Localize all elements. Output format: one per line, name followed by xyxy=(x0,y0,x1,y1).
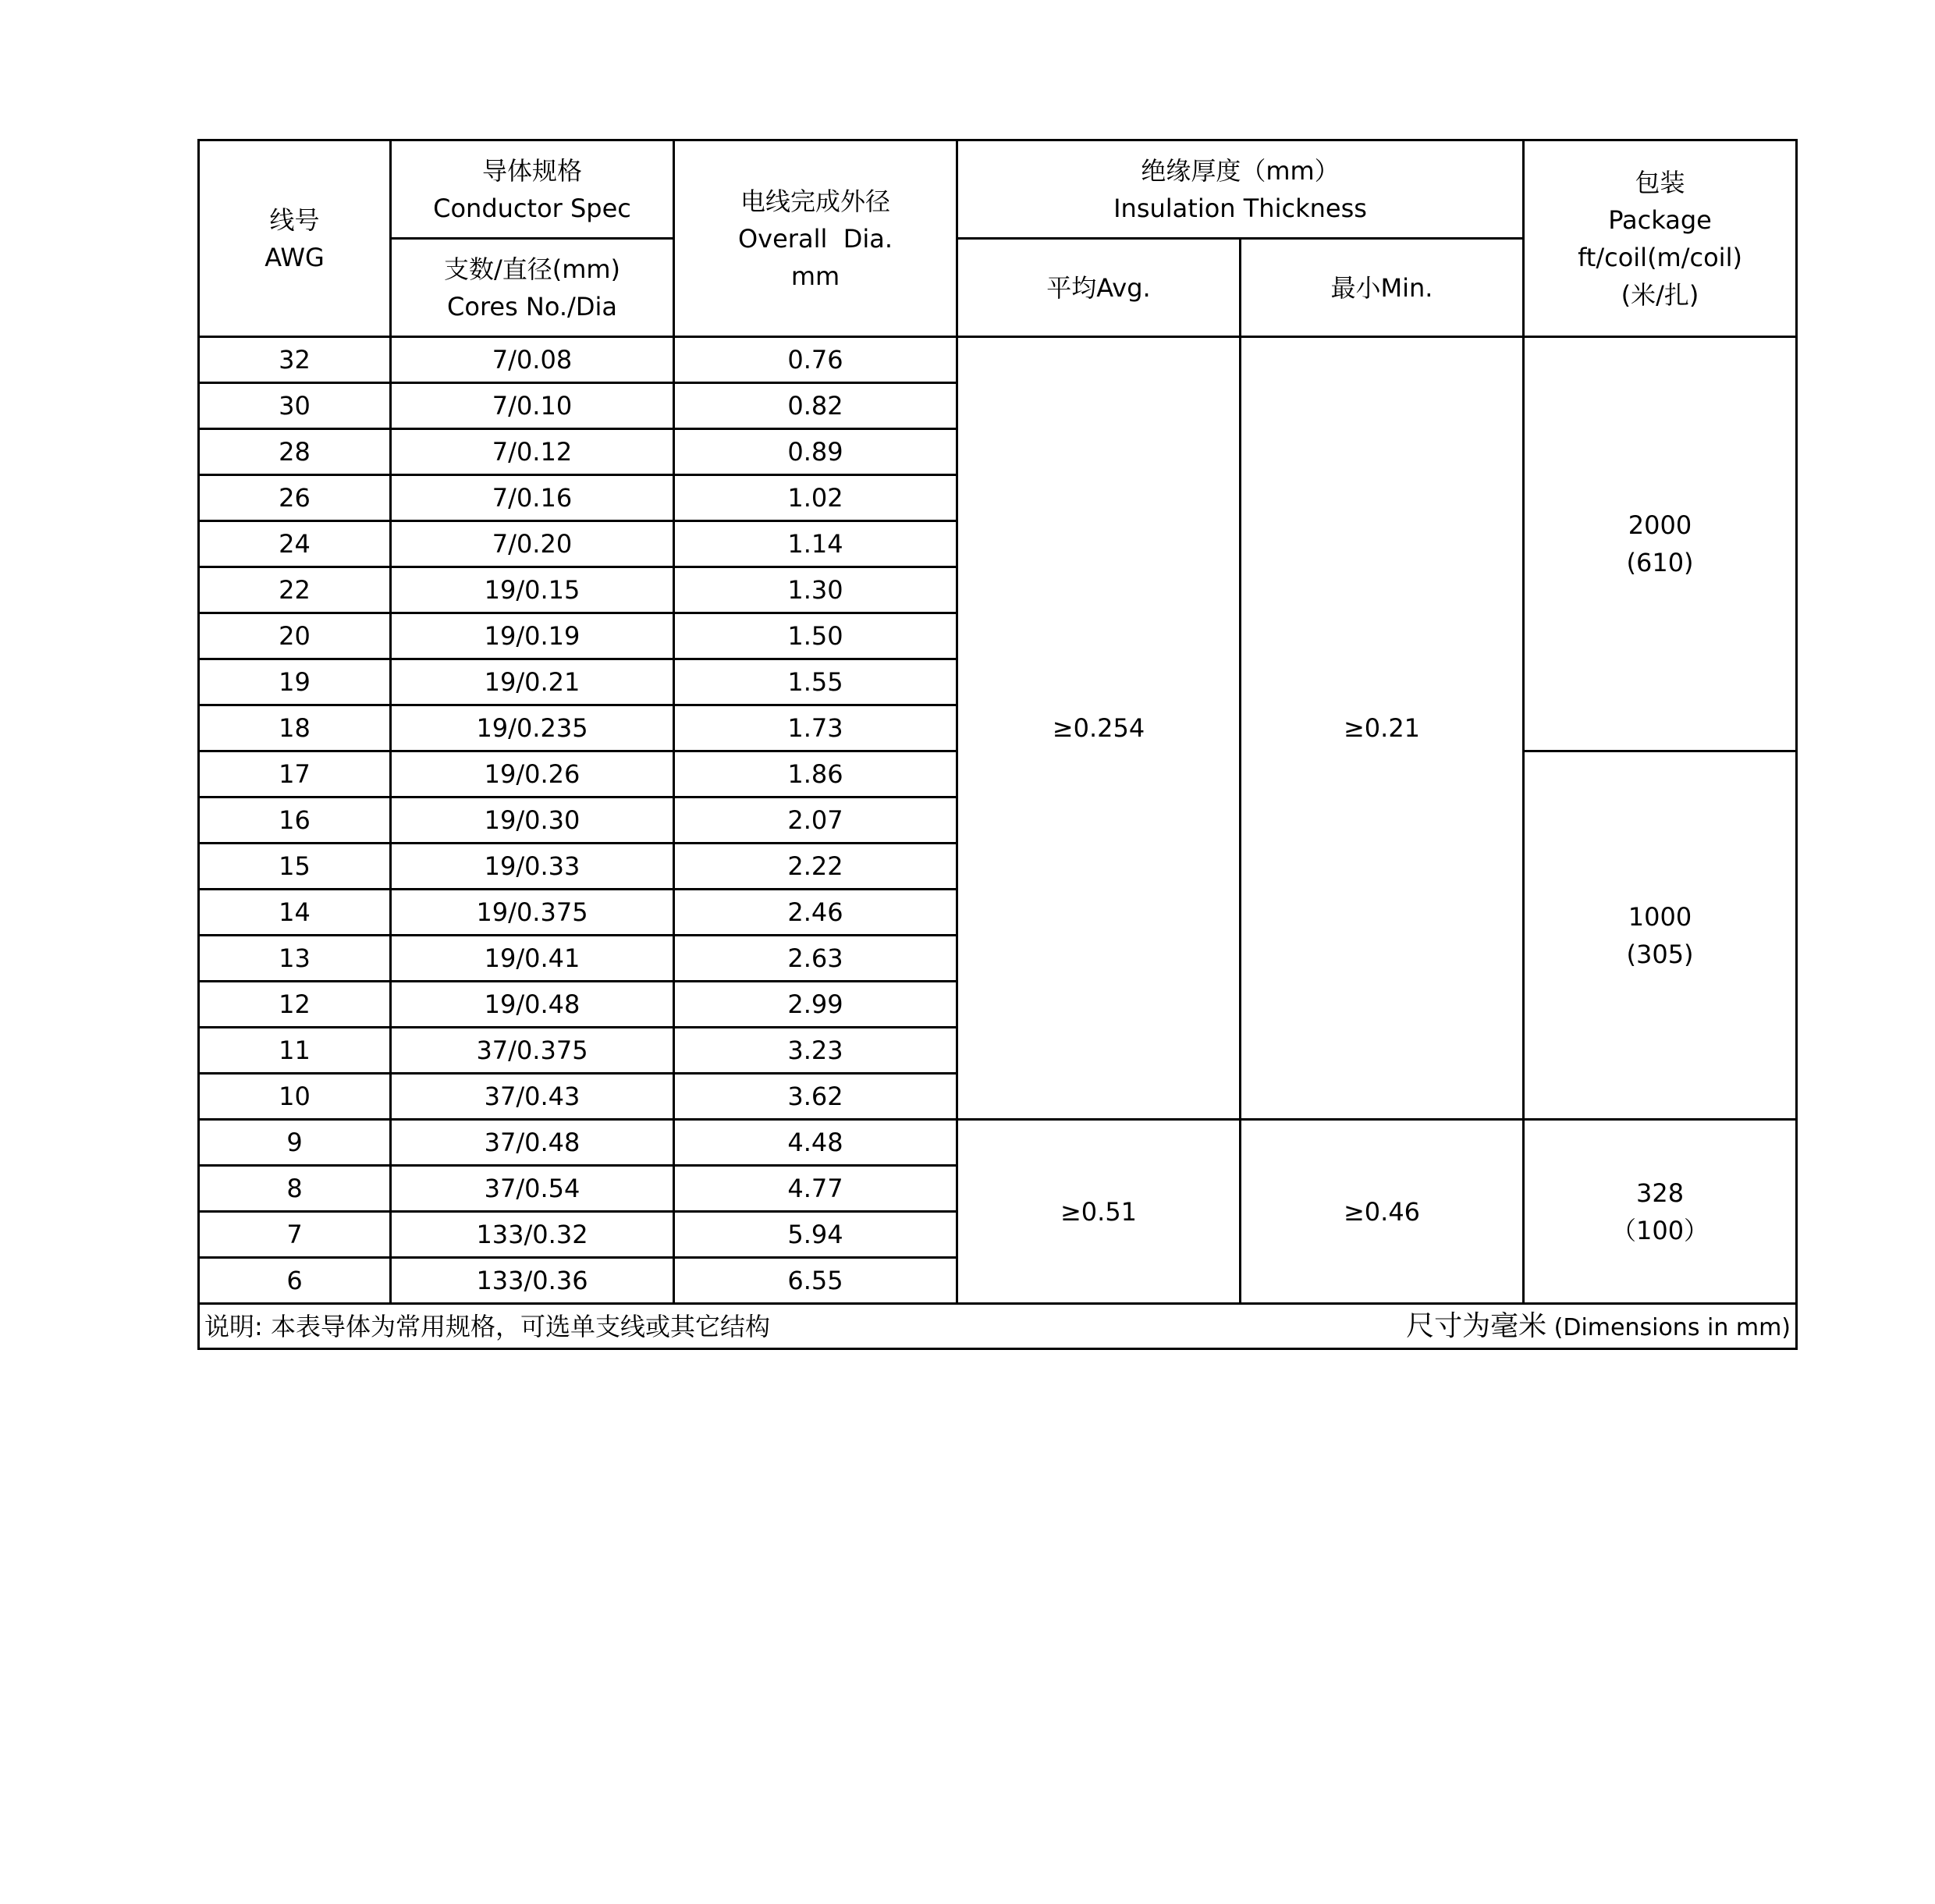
header-insulation xyxy=(957,140,1524,239)
package-m: (305) xyxy=(1626,939,1694,969)
cell-overall-dia: 1.86 xyxy=(674,751,957,797)
cell-overall-dia: 1.55 xyxy=(674,659,957,705)
cell-package xyxy=(1524,751,1797,1120)
package-ft: 1000 xyxy=(1628,901,1692,932)
cell-cores: 19/0.15 xyxy=(391,567,674,613)
header-conductor-cn: 导体规格 xyxy=(481,155,582,186)
cell-awg: 6 xyxy=(199,1258,391,1304)
package-m: (610) xyxy=(1626,548,1694,577)
header-package-cn-unit: (米/扎) xyxy=(1621,279,1699,310)
header-awg-en: AWG xyxy=(265,242,325,272)
cell-cores: 133/0.32 xyxy=(391,1212,674,1258)
cell-insulation-avg: ≥0.51 xyxy=(957,1120,1241,1304)
note-row xyxy=(199,1304,1797,1349)
cell-awg: 9 xyxy=(199,1120,391,1166)
cell-cores: 19/0.235 xyxy=(391,705,674,751)
header-overall-cn: 电线完成外径 xyxy=(740,186,890,216)
cell-awg: 28 xyxy=(199,429,391,475)
cell-cores: 7/0.12 xyxy=(391,429,674,475)
cell-awg: 11 xyxy=(199,1028,391,1074)
package-ft: 2000 xyxy=(1628,510,1692,540)
cell-overall-dia: 1.02 xyxy=(674,475,957,521)
cell-cores: 37/0.54 xyxy=(391,1166,674,1212)
cell-package xyxy=(1524,337,1797,751)
cell-overall-dia: 2.63 xyxy=(674,936,957,982)
header-conductor xyxy=(391,140,674,239)
cell-overall-dia: 1.50 xyxy=(674,613,957,659)
cell-overall-dia: 4.48 xyxy=(674,1120,957,1166)
cell-insulation-min: ≥0.46 xyxy=(1241,1120,1524,1304)
cell-awg: 16 xyxy=(199,797,391,844)
cell-overall-dia: 2.46 xyxy=(674,890,957,936)
cell-cores: 37/0.43 xyxy=(391,1074,674,1120)
cell-overall-dia: 0.82 xyxy=(674,383,957,429)
cell-package xyxy=(1524,1120,1797,1304)
cell-cores: 19/0.375 xyxy=(391,890,674,936)
header-package-cn: 包装 xyxy=(1635,167,1685,197)
cell-awg: 24 xyxy=(199,521,391,567)
cell-awg: 19 xyxy=(199,659,391,705)
cell-overall-dia: 1.73 xyxy=(674,705,957,751)
header-awg-cn: 线号 xyxy=(269,204,320,235)
cell-cores: 19/0.19 xyxy=(391,613,674,659)
cell-overall-dia: 1.14 xyxy=(674,521,957,567)
cell-cores: 19/0.30 xyxy=(391,797,674,844)
cell-overall-dia: 4.77 xyxy=(674,1166,957,1212)
cell-overall-dia: 5.94 xyxy=(674,1212,957,1258)
note-cell xyxy=(199,1304,1797,1349)
cell-overall-dia: 0.89 xyxy=(674,429,957,475)
cell-awg: 8 xyxy=(199,1166,391,1212)
note-content xyxy=(200,1305,1795,1348)
cell-overall-dia: 3.62 xyxy=(674,1074,957,1120)
header-insulation-en: Insulation Thickness xyxy=(1113,193,1367,223)
cell-insulation-min: ≥0.21 xyxy=(1241,337,1524,1120)
cell-awg: 26 xyxy=(199,475,391,521)
cell-cores: 19/0.48 xyxy=(391,982,674,1028)
cell-overall-dia: 1.30 xyxy=(674,567,957,613)
cell-overall-dia: 3.23 xyxy=(674,1028,957,1074)
package-ft: 328 xyxy=(1635,1178,1685,1208)
cell-cores: 133/0.36 xyxy=(391,1258,674,1304)
cell-insulation-avg: ≥0.254 xyxy=(957,337,1241,1120)
cell-awg: 10 xyxy=(199,1074,391,1120)
cell-awg: 22 xyxy=(199,567,391,613)
cell-cores: 7/0.20 xyxy=(391,521,674,567)
cell-awg: 12 xyxy=(199,982,391,1028)
cell-awg: 17 xyxy=(199,751,391,797)
header-avg: 平均Avg. xyxy=(957,239,1241,337)
cell-awg: 32 xyxy=(199,337,391,383)
cell-cores: 19/0.41 xyxy=(391,936,674,982)
cell-overall-dia: 2.22 xyxy=(674,844,957,890)
note-right xyxy=(1406,1305,1791,1348)
cell-cores: 7/0.08 xyxy=(391,337,674,383)
cell-cores: 19/0.21 xyxy=(391,659,674,705)
note-left: 说明: 本表导体为常用规格，可选单支线或其它结构 xyxy=(204,1311,770,1341)
cell-cores: 19/0.33 xyxy=(391,844,674,890)
cell-awg: 18 xyxy=(199,705,391,751)
cell-awg: 7 xyxy=(199,1212,391,1258)
cell-awg: 20 xyxy=(199,613,391,659)
note-right-cn: 尺寸为毫米 xyxy=(1406,1309,1547,1342)
header-overall-unit: mm xyxy=(790,261,840,291)
header-cores-en: Cores No./Dia xyxy=(447,291,617,321)
table-row xyxy=(199,337,1797,383)
header-package xyxy=(1524,140,1797,337)
cell-awg: 15 xyxy=(199,844,391,890)
cell-overall-dia: 2.99 xyxy=(674,982,957,1028)
cell-cores: 19/0.26 xyxy=(391,751,674,797)
cell-cores: 37/0.375 xyxy=(391,1028,674,1074)
header-overall-dia xyxy=(674,140,957,337)
cell-overall-dia: 6.55 xyxy=(674,1258,957,1304)
cell-awg: 13 xyxy=(199,936,391,982)
header-package-unit: ft/coil(m/coil) xyxy=(1578,242,1742,272)
header-insulation-cn: 绝缘厚度（mm） xyxy=(1141,155,1340,186)
header-cores-cn: 支数/直径(mm) xyxy=(443,254,621,284)
header-package-en: Package xyxy=(1608,204,1712,235)
cell-cores: 37/0.48 xyxy=(391,1120,674,1166)
cell-cores: 7/0.16 xyxy=(391,475,674,521)
header-overall-en: Overall Dia. xyxy=(737,223,893,254)
header-conductor-en: Conductor Spec xyxy=(433,193,631,223)
header-cores xyxy=(391,239,674,337)
header-awg xyxy=(199,140,391,337)
package-m: （100） xyxy=(1610,1215,1710,1245)
cell-overall-dia: 2.07 xyxy=(674,797,957,844)
table-row xyxy=(199,1120,1797,1166)
cell-cores: 7/0.10 xyxy=(391,383,674,429)
note-right-en: (Dimensions in mm) xyxy=(1546,1313,1791,1341)
cell-awg: 30 xyxy=(199,383,391,429)
wire-spec-table xyxy=(197,139,1798,1350)
header-min: 最小Min. xyxy=(1241,239,1524,337)
cell-awg: 14 xyxy=(199,890,391,936)
cell-overall-dia: 0.76 xyxy=(674,337,957,383)
